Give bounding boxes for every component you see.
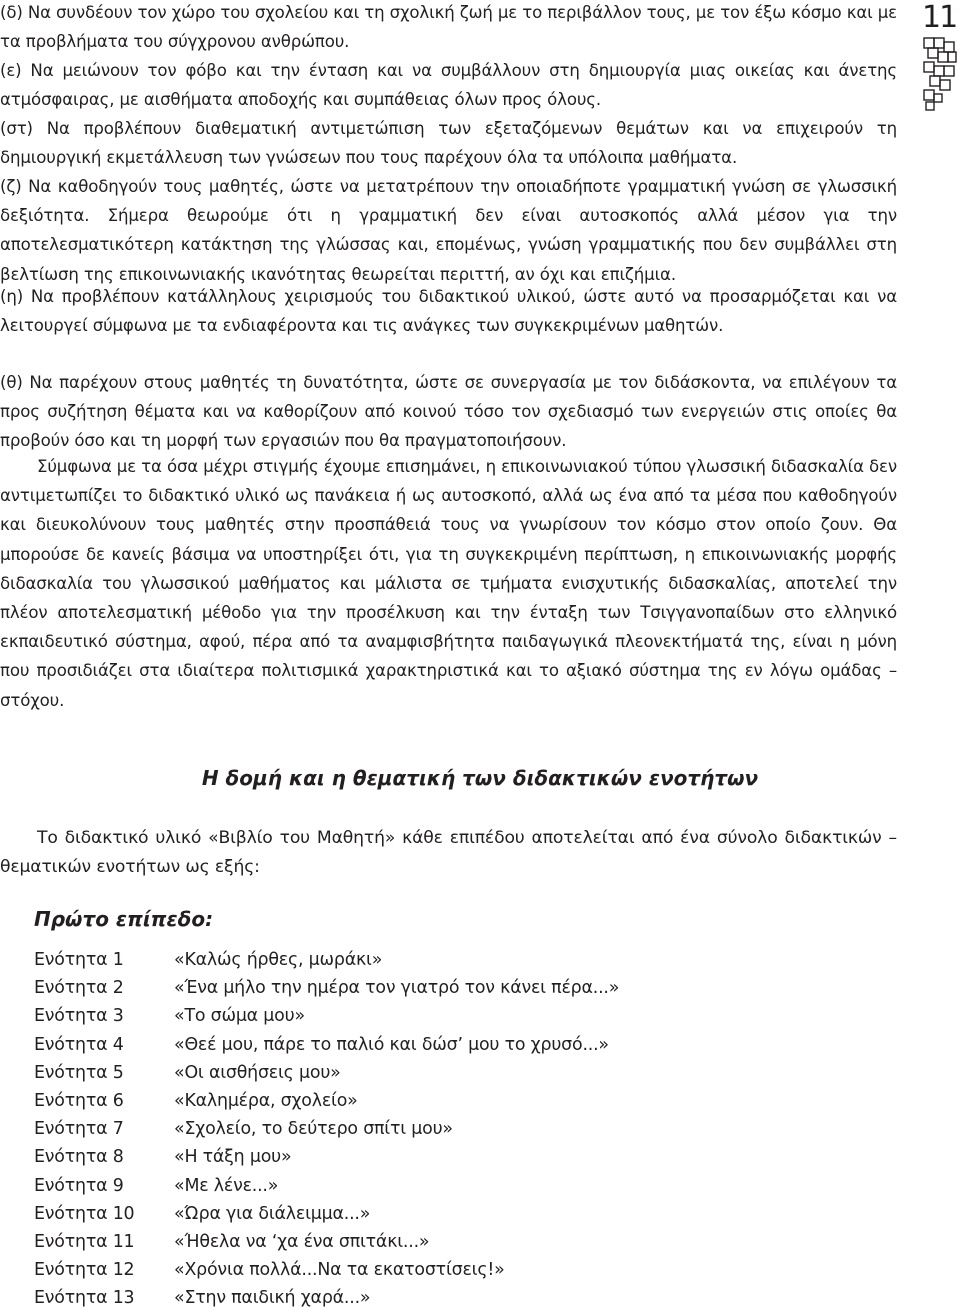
unit-row-11 [34,1228,619,1256]
unit-row-6 [34,1087,619,1115]
paragraph-th-block [0,368,897,456]
unit-title: «Οι αισθήσεις μου» [174,1062,341,1083]
unit-title: «Με λένε...» [174,1175,279,1196]
unit-title: «Θεέ μου, πάρε το παλιό και δώσ’ μου το χρυσό...» [174,1034,609,1055]
unit-title: «Το σώμα μου» [174,1006,305,1027]
unit-row-13 [34,1284,619,1312]
unit-row-12 [34,1256,619,1284]
unit-row-7 [34,1115,619,1143]
paragraph-z-block [0,172,897,289]
unit-title: «Ένα μήλο την ημέρα τον γιατρό τον κάνει πέρα...» [174,978,620,999]
unit-row-4 [34,1031,619,1059]
unit-row-3 [34,1002,619,1030]
paragraph-h: (η) Να προβλέπουν κατάλληλους χειρισμούς του διδακτικού υλικού, ώστε αυτό να προσαρμόζεται και να λειτουργεί σύμφωνα με τα ενδιαφέροντα και τις ανάγκες των συγκεκριμένων μαθητών. [0,287,897,336]
unit-row-2 [34,974,619,1002]
unit-title: «Η τάξη μου» [174,1147,292,1168]
paragraph-summary-block [0,452,897,715]
unit-label: Ενότητα 1 [34,950,124,970]
unit-row-9 [34,1172,619,1200]
unit-title: «Καλώς ήρθες, μωράκι» [174,950,383,970]
paragraph-st-block [0,114,897,172]
intro-paragraph: Το διδακτικό υλικό «Βιβλίο του Μαθητή» κάθε επιπέδου αποτελείται από ένα σύνολο διδακτικών – θεματικών ενοτήτων ως εξής: [0,828,897,878]
paragraph-e: (ε) Να μειώνουν τον φόβο και την ένταση και να συμβάλλουν στη δημιουργία μιας οικείας και άνετης ατμόσφαιρας, με αισθήματα αποδοχής και συμπάθειας όλων προς όλους. [0,61,897,110]
unit-label: Ενότητα 11 [34,1231,135,1252]
unit-label: Ενότητα 7 [34,1119,124,1140]
unit-title: «Στην παιδική χαρά...» [174,1288,371,1309]
unit-label: Ενότητα 13 [34,1288,135,1309]
unit-row-10 [34,1200,619,1228]
unit-label: Ενότητα 6 [34,1090,124,1111]
paragraph-th: (θ) Να παρέχουν στους μαθητές τη δυνατότητα, ώστε σε συνεργασία με τον διδάσκοντα, να επιλέγουν τα προς συζήτηση θέματα και να καθορίζουν από κοινού τόσο τον σχεδιασμό των ενεργειών στις οποίες θα προβούν όσο και τη μορφή των εργασιών που θα πραγματοποιήσουν. [0,373,897,451]
unit-row-8 [34,1143,619,1171]
unit-label: Ενότητα 3 [34,1006,124,1027]
grid-squares-ornament-icon [922,36,958,120]
unit-label: Ενότητα 9 [34,1175,124,1196]
level-title: Πρώτο επίπεδο: [34,907,214,931]
unit-label: Ενότητα 4 [34,1034,124,1055]
paragraph-st: (στ) Να προβλέπουν διαθεματική αντιμετώπιση των εξεταζόμενων θεμάτων και να επιχειρούν τη δημιουργική εκμετάλλευση των γνώσεων που τους παρέχουν όλα τα υπόλοιπα μαθήματα. [0,119,897,168]
unit-title: «Ήθελα να ‘χα ένα σπιτάκι...» [174,1231,430,1252]
paragraph-h-block [0,282,897,340]
unit-title: «Καλημέρα, σχολείο» [174,1090,358,1111]
units-list [34,946,619,1312]
unit-label: Ενότητα 8 [34,1147,124,1168]
page-number: 11 [922,0,957,35]
unit-label: Ενότητα 2 [34,978,124,999]
unit-label: Ενότητα 5 [34,1062,124,1083]
unit-title: «Χρόνια πολλά...Να τα εκατοστίσεις!» [174,1260,505,1281]
paragraph-z: (ζ) Να καθοδηγούν τους μαθητές, ώστε να μετατρέπουν την οποιαδήποτε γραμματική γνώση σε γλωσσική δεξιότητα. Σήμερα θεωρούμε ότι η γραμματική δεν είναι αυτοσκοπός αλλά μέσον για την αποτελεσματικότερη κατάκτηση της γλώσσας και, επομένως, γνώση γραμματικής που δεν συμβάλλει στη βελτίωση της επικοινωνιακής ικανότητας θεωρείται περιττή, αν όχι και επιζήμια. [0,177,897,284]
paragraph-summary: Σύμφωνα με τα όσα μέχρι στιγμής έχουμε επισημάνει, η επικοινωνιακού τύπου γλωσσική διδασκαλία δεν αντιμετωπίζει το διδακτικό υλικό ως πανάκεια ή ως αυτοσκοπό, αλλά ως ένα από τα μέσα που καθοδηγούν και διευκολύνουν τους μαθητές στην προσπάθειά τους να γνωρίσουν τον κόσμο στον οποίο ζουν. Θα μπορούσε δε κανείς βάσιμα να υποστηρίξει ότι, για τη συγκεκριμένη περίπτωση, η επικοινωνιακής μορφής διδασκαλία του γλωσσικού μαθήματος και μάλιστα σε τμήματα ενισχυτικής διδασκαλίας, αποτελεί την πλέον αποτελεσματική μέθοδο για την προσέλκυση και την ένταξη των Τσιγγανοπαίδων στο ελληνικό εκπαιδευτικό σύστημα, αφού, πέρα από τα αναμφισβήτητα παιδαγωγικά πλεονεκτήματά της, είναι η μόνη που προσιδιάζει στα ιδιαίτερα πολιτισμικά χαρακτηριστικά και το αξιακό σύστημα της εν λόγω ομάδας – στόχου. [0,457,897,710]
unit-row-1 [34,946,619,974]
paragraph-d: (δ) Να συνδέουν τον χώρο του σχολείου και τη σχολική ζωή με το περιβάλλον τους, με τον έξω κόσμο και με τα προβλήματα του σύγχρονου ανθρώπου. [0,3,897,52]
unit-row-5 [34,1059,619,1087]
section-title: Η δομή και η θεματική των διδακτικών ενοτήτων [201,766,759,790]
intro-block [0,824,897,882]
paragraph-d-block [0,0,897,56]
unit-label: Ενότητα 10 [34,1203,135,1224]
unit-label: Ενότητα 12 [34,1260,135,1281]
unit-title: «Ώρα για διάλειμμα...» [174,1203,371,1224]
unit-title: «Σχολείο, το δεύτερο σπίτι μου» [174,1119,453,1140]
paragraph-e-block [0,56,897,114]
